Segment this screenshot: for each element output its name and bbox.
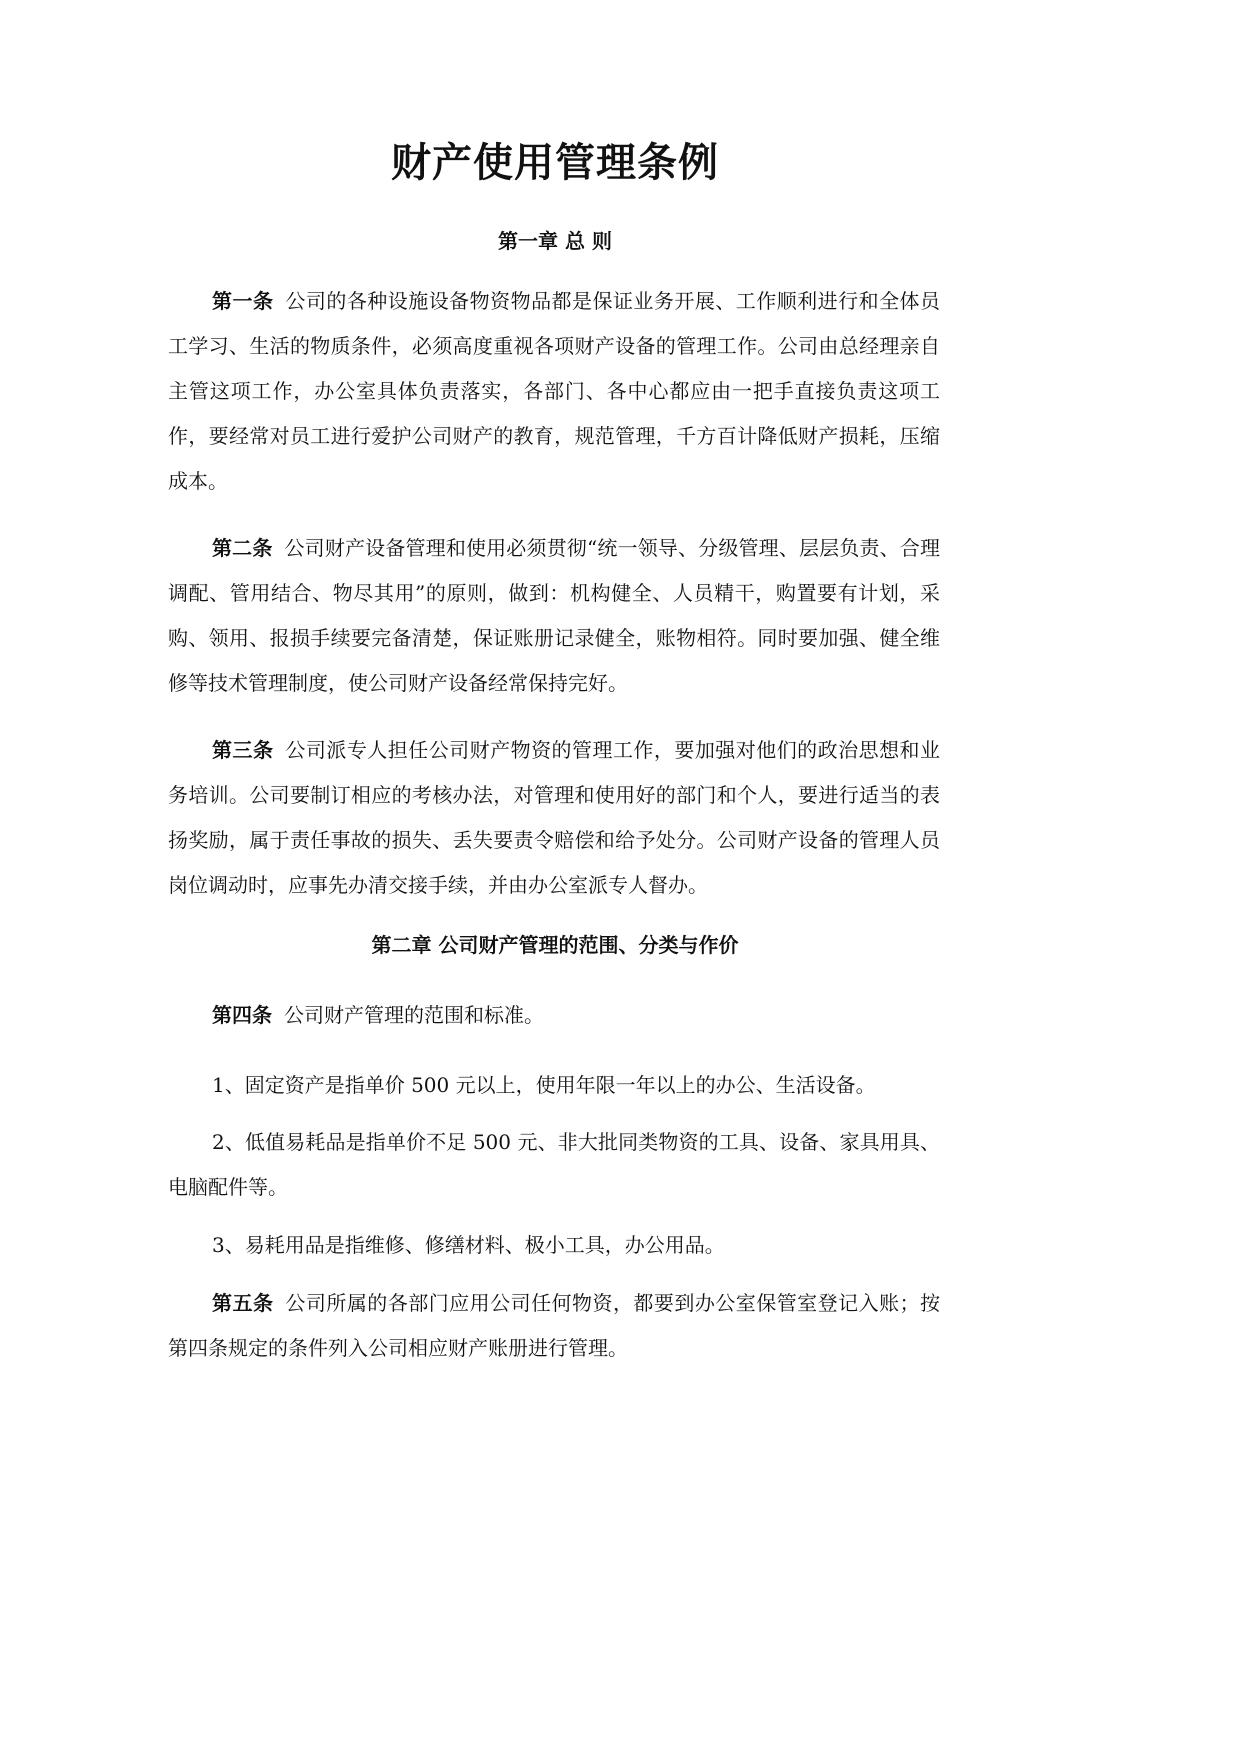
article-4	[168, 993, 940, 1038]
article-5-text: 公司所属的各部门应用公司任何物资，都要到办公室保管室登记入账；按第四条规定的条件列入公司相应财产账册进行管理。	[168, 1291, 941, 1360]
article-1-text: 公司的各种设施设备物资物品都是保证业务开展、工作顺利进行和全体员工学习、生活的物质条件，必须高度重视各项财产设备的管理工作。公司由总经理亲自主管这项工作，办公室具体负责落实，各部门、各中心都应由一把手直接负责这项工作，要经常对员工进行爱护公司财产的教育，规范管理，千方百计降低财产损耗，压缩成本。	[168, 289, 941, 493]
article-3-text: 公司派专人担任公司财产物资的管理工作，要加强对他们的政治思想和业务培训。公司要制订相应的考核办法，对管理和使用好的部门和个人，要进行适当的表扬奖励，属于责任事故的损失、丢失要责令赔偿和给予处分。公司财产设备的管理人员岗位调动时，应事先办清交接手续，并由办公室派专人督办。	[168, 738, 941, 897]
article-2	[168, 526, 940, 706]
list-item: 1、固定资产是指单价 500 元以上，使用年限一年以上的办公、生活设备。	[212, 1073, 876, 1097]
article-3	[168, 728, 940, 908]
document-title: 财产使用管理条例	[391, 140, 719, 186]
chapter-1-heading: 第一章 总 则	[498, 229, 612, 253]
article-5	[168, 1281, 940, 1371]
article-1-label: 第一条	[212, 289, 274, 313]
chapter-2-heading: 第二章 公司财产管理的范围、分类与作价	[371, 933, 739, 957]
article-2-text: 公司财产设备管理和使用必须贯彻“统一领导、分级管理、层层负责、合理调配、管用结合、物尽其用”的原则，做到：机构健全、人员精干，购置要有计划，采购、领用、报损手续要完备清楚，保证账册记录健全，账物相符。同时要加强、健全维修等技术管理制度，使公司财产设备经常保持完好。	[168, 536, 940, 695]
article-3-label: 第三条	[212, 738, 274, 762]
article-4-label: 第四条	[212, 1003, 272, 1027]
article-4-text: 公司财产管理的范围和标准。	[284, 1003, 544, 1027]
list-item: 3、易耗用品是指维修、修缮材料、极小工具，办公用品。	[212, 1233, 725, 1257]
article-5-label: 第五条	[212, 1291, 274, 1315]
list-item: 2、低值易耗品是指单价不足 500 元、非大批同类物资的工具、设备、家具用具、电脑配件等。	[168, 1130, 940, 1199]
article-1	[168, 279, 940, 504]
article-2-label: 第二条	[212, 536, 273, 560]
